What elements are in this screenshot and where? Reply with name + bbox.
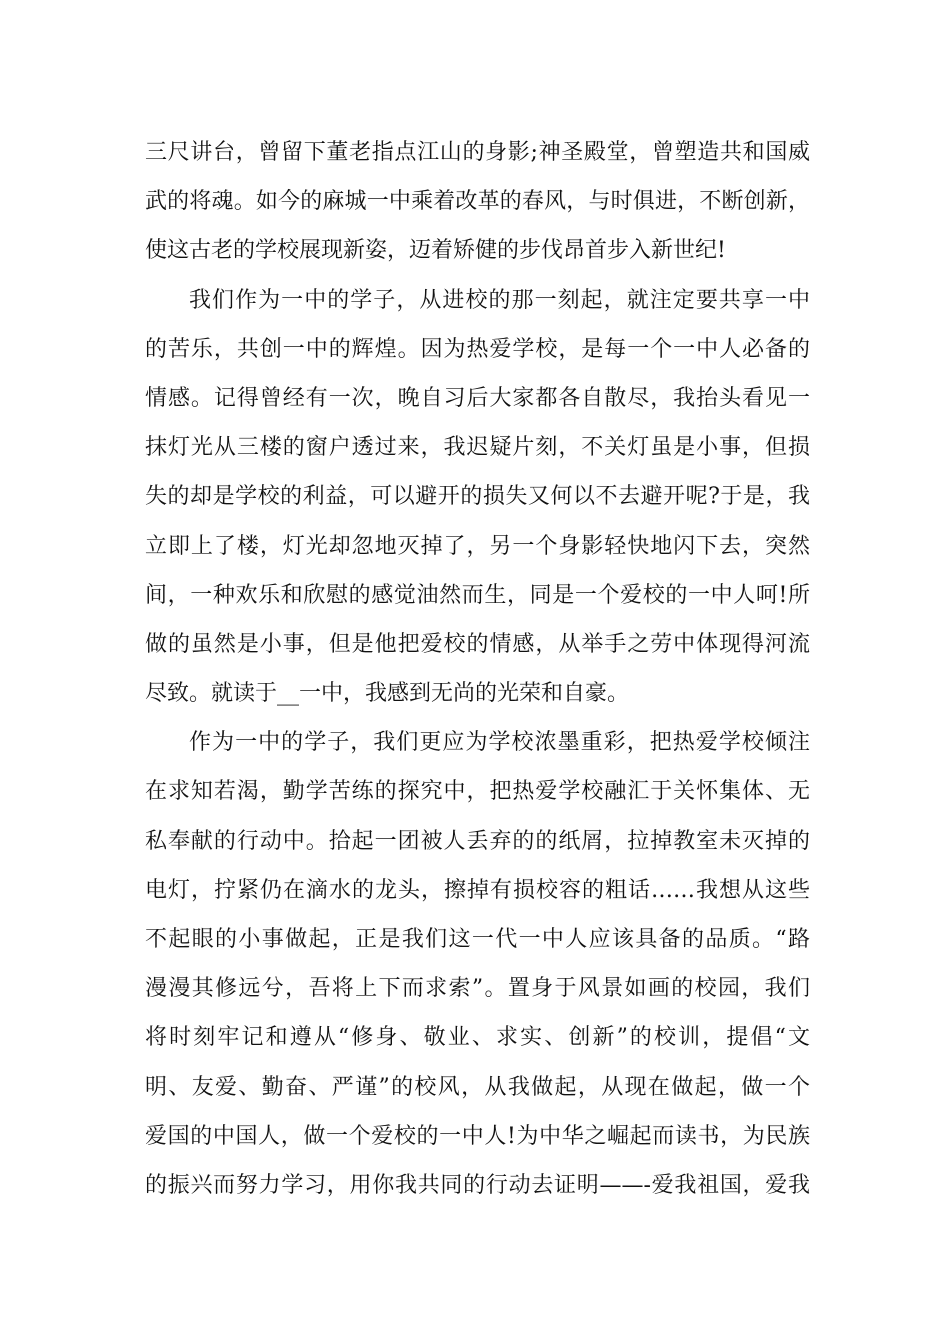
text-line: 武的将魂。如今的麻城一中乘着改革的春风，与时俱进，不断创新， [145,189,810,215]
text-line: 失的却是学校的利益，可以避开的损失又何以不去避开呢?于是，我 [145,484,810,510]
text-line: 的振兴而努力学习，用你我共同的行动去证明——-爱我祖国，爱我 [145,1172,810,1198]
text-line: 立即上了楼，灯光却忽地灭掉了，另一个身影轻快地闪下去，突然 [145,533,810,559]
text-line: 不起眼的小事做起，正是我们这一代一中人应该具备的品质。“路 [145,927,810,952]
text-line: 尽致。就读于__一中，我感到无尚的光荣和自豪。 [145,681,630,707]
text-line: 做的虽然是小事，但是他把爱校的情感，从举手之劳中体现得河流 [145,631,810,657]
text-line: 三尺讲台，曾留下董老指点江山的身影;神圣殿堂，曾塑造共和国威 [145,140,810,165]
text-line: 的苦乐，共创一中的辉煌。因为热爱学校，是每一个一中人必备的 [145,336,810,362]
text-line: 在求知若渴，勤学苦练的探究中，把热爱学校融汇于关怀集体、无 [145,779,810,805]
text-line: 漫漫其修远兮，吾将上下而求索”。置身于风景如画的校园，我们 [145,976,810,1002]
text-line: 情感。记得曾经有一次，晚自习后大家都各自散尽，我抬头看见一 [145,385,810,411]
text-line: 爱国的中国人，做一个爱校的一中人!为中华之崛起而读书，为民族 [145,1123,810,1149]
paragraph-first-line: 我们作为一中的学子，从进校的那一刻起，就注定要共享一中 [189,287,810,313]
paragraph-first-line: 作为一中的学子，我们更应为学校浓墨重彩，把热爱学校倾注 [189,730,810,756]
text-line: 将时刻牢记和遵从“修身、敬业、求实、创新”的校训，提倡“文 [145,1025,810,1051]
text-line: 抹灯光从三楼的窗户透过来，我迟疑片刻，不关灯虽是小事，但损 [145,435,810,461]
text-line: 使这古老的学校展现新姿，迈着矫健的步伐昂首步入新世纪! [145,238,726,264]
text-line: 间，一种欢乐和欣慰的感觉油然而生，同是一个爱校的一中人呵!所 [145,582,810,608]
text-line: 电灯，拧紧仍在滴水的龙头，擦掉有损校容的粗话……我想从这些 [145,877,810,903]
text-line: 私奉献的行动中。拾起一团被人丢弃的的纸屑，拉掉教室未灭掉的 [145,828,810,854]
body-text [145,128,810,1210]
text-line: 明、友爱、勤奋、严谨”的校风，从我做起，从现在做起，做一个 [145,1074,810,1100]
